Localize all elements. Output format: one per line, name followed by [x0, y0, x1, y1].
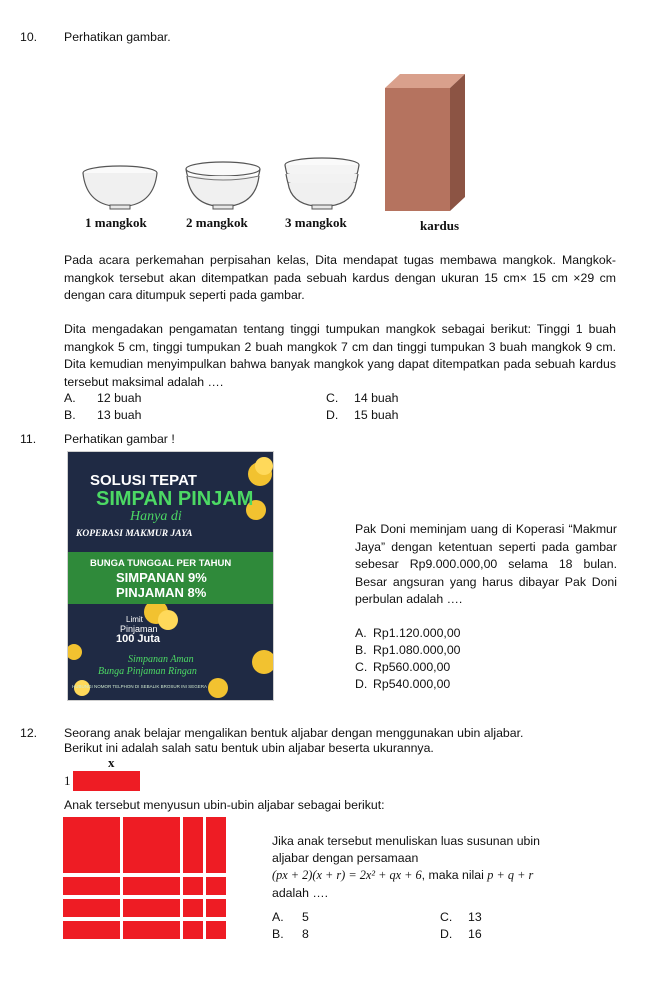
unit-tile — [206, 899, 226, 917]
x-tile-vertical — [206, 817, 226, 873]
q12-option-a-letter[interactable]: A. — [272, 910, 284, 924]
poster-line-bunga: BUNGA TUNGGAL PER TAHUN — [90, 558, 232, 569]
q11-option-a-letter[interactable]: A. — [355, 626, 367, 640]
q12-option-a-text[interactable]: 5 — [302, 910, 309, 924]
q10-option-b-text[interactable]: 13 buah — [97, 408, 142, 422]
poster-footer: HUBUNGI NOMOR TELPHON DI SEBALIK BROSUR INI SEGERA — [72, 684, 207, 689]
x-tile-horizontal — [123, 877, 180, 895]
q10-option-a-letter[interactable]: A. — [64, 391, 76, 405]
tile-one-label: 1 — [64, 773, 71, 788]
x-squared-tile — [123, 817, 180, 873]
question-12-text-2: aljabar dengan persamaan — [272, 851, 419, 865]
q10-option-d-letter[interactable]: D. — [326, 408, 339, 422]
q11-option-a-text[interactable]: Rp1.120.000,00 — [373, 626, 461, 640]
q10-option-a-text[interactable]: 12 buah — [97, 391, 142, 405]
q10-option-d-text[interactable]: 15 buah — [354, 408, 399, 422]
unit-tile — [183, 877, 203, 895]
label-2-mangkok: 2 mangkok — [186, 215, 248, 230]
q11-option-c-letter[interactable]: C. — [355, 660, 368, 674]
label-1-mangkok: 1 mangkok — [85, 215, 147, 230]
label-3-mangkok: 3 mangkok — [285, 215, 347, 230]
q10-option-b-letter[interactable]: B. — [64, 408, 76, 422]
q12-option-d-text[interactable]: 16 — [468, 927, 482, 941]
poster-script-bunga-ringan: Bunga Pinjaman Ringan — [98, 666, 197, 677]
algebra-tile-arrangement — [63, 817, 231, 943]
question-12-expr: p + q + r — [487, 868, 534, 882]
unit-tile — [183, 899, 203, 917]
x-squared-tile — [63, 817, 120, 873]
x-tile-horizontal — [63, 921, 120, 939]
bowl-1-icon — [83, 166, 157, 209]
poster-limit-label: Limit — [126, 615, 143, 624]
x-tile-horizontal — [123, 921, 180, 939]
poster-line-hanya-di: Hanya di — [130, 509, 182, 524]
q11-option-b-letter[interactable]: B. — [355, 643, 367, 657]
poster-script-simpanan-aman: Simpanan Aman — [128, 654, 194, 665]
question-10-prompt: Perhatikan gambar. — [64, 30, 171, 44]
q12-option-c-letter[interactable]: C. — [440, 910, 453, 924]
poster-line-koperasi: KOPERASI MAKMUR JAYA — [76, 529, 193, 539]
q11-option-c-text[interactable]: Rp560.000,00 — [373, 660, 451, 674]
tile-x-label: x — [108, 755, 115, 770]
unit-tile — [183, 921, 203, 939]
poster-line-simpan-pinjam: SIMPAN PINJAM — [96, 488, 254, 510]
q10-option-c-text[interactable]: 14 buah — [354, 391, 399, 405]
unit-tile — [206, 877, 226, 895]
q12-option-d-letter[interactable]: D. — [440, 927, 453, 941]
question-10-paragraph-2: Dita mengadakan pengamatan tentang tinggi tumpukan mangkok sebagai berikut: Tinggi 1 buah mangkok 5 cm, tinggi tumpukan 2 buah mangkok 7 cm dan tinggi tumpukan 3 buah mangkok 9 cm. Dita kemudian menyimpulkan bahwa banyak mangkok yang dapat ditempatkan pada sebuah kardus tersebut maksimal adalah …. — [64, 322, 616, 389]
question-12-text-1: Jika anak tersebut menuliskan luas susunan ubin — [272, 834, 540, 848]
question-12-number: 12. — [20, 726, 38, 740]
question-11-number: 11. — [20, 432, 37, 446]
bowl-stack-2-icon — [186, 162, 260, 209]
unit-tile — [206, 921, 226, 939]
x-tile-horizontal — [123, 899, 180, 917]
sample-x-tile — [73, 771, 140, 791]
q11-option-d-letter[interactable]: D. — [355, 677, 368, 691]
label-kardus: kardus — [420, 218, 460, 233]
question-10-paragraph-1: Pada acara perkemahan perpisahan kelas, Dita mendapat tugas membawa mangkok. Mangkok-mangkok tersebut akan ditempatkan pada sebuah kardus dengan ukuran 15 cm× 15 cm ×29 cm dengan cara ditumpuk seperti pada gambar. — [64, 253, 616, 302]
x-tile-vertical — [183, 817, 203, 873]
question-10-number: 10. — [20, 30, 38, 44]
koperasi-poster — [67, 451, 274, 701]
bowls-and-box-illustration — [60, 66, 480, 216]
poster-limit-value: 100 Juta — [116, 633, 161, 645]
x-tile-horizontal — [63, 899, 120, 917]
question-12-arrange-text: Anak tersebut menyusun ubin-ubin aljabar sebagai berikut: — [64, 798, 385, 812]
question-12-line-1: Seorang anak belajar mengalikan bentuk aljabar dengan menggunakan ubin aljabar. — [64, 726, 524, 740]
poster-line-pinjaman: PINJAMAN 8% — [116, 585, 207, 600]
q11-option-b-text[interactable]: Rp1.080.000,00 — [373, 643, 461, 657]
question-12-text-4: adalah …. — [272, 886, 329, 900]
question-12-line-2: Berikut ini adalah salah satu bentuk ubin aljabar beserta ukurannya. — [64, 741, 434, 755]
q12-option-b-text[interactable]: 8 — [302, 927, 309, 941]
cardboard-box-icon — [385, 74, 465, 211]
question-11-prompt: Perhatikan gambar ! — [64, 432, 175, 446]
bowl-stack-3-icon — [285, 158, 359, 209]
q10-option-c-letter[interactable]: C. — [326, 391, 339, 405]
q11-option-d-text[interactable]: Rp540.000,00 — [373, 677, 451, 691]
q12-option-b-letter[interactable]: B. — [272, 927, 284, 941]
x-tile-horizontal — [63, 877, 120, 895]
poster-line-solusi: SOLUSI TEPAT — [90, 472, 197, 489]
poster-line-simpanan: SIMPANAN 9% — [116, 570, 207, 585]
question-12-equation: (px + 2)(x + r) = 2x² + qx + 6 — [272, 868, 422, 882]
question-11-text: Pak Doni meminjam uang di Koperasi “Makmur Jaya” dengan ketentuan seperti pada gambar sebesar Rp9.000.000,00 selama 18 bulan. Besar angsuran yang harus dibayar Pak Doni perbulan adalah …. — [355, 522, 617, 606]
question-12-text-3: , maka nilai — [421, 868, 484, 882]
question-12-equation-line — [272, 868, 533, 883]
q12-option-c-text[interactable]: 13 — [468, 910, 482, 924]
poster-limit-sub: Pinjaman — [120, 624, 158, 634]
